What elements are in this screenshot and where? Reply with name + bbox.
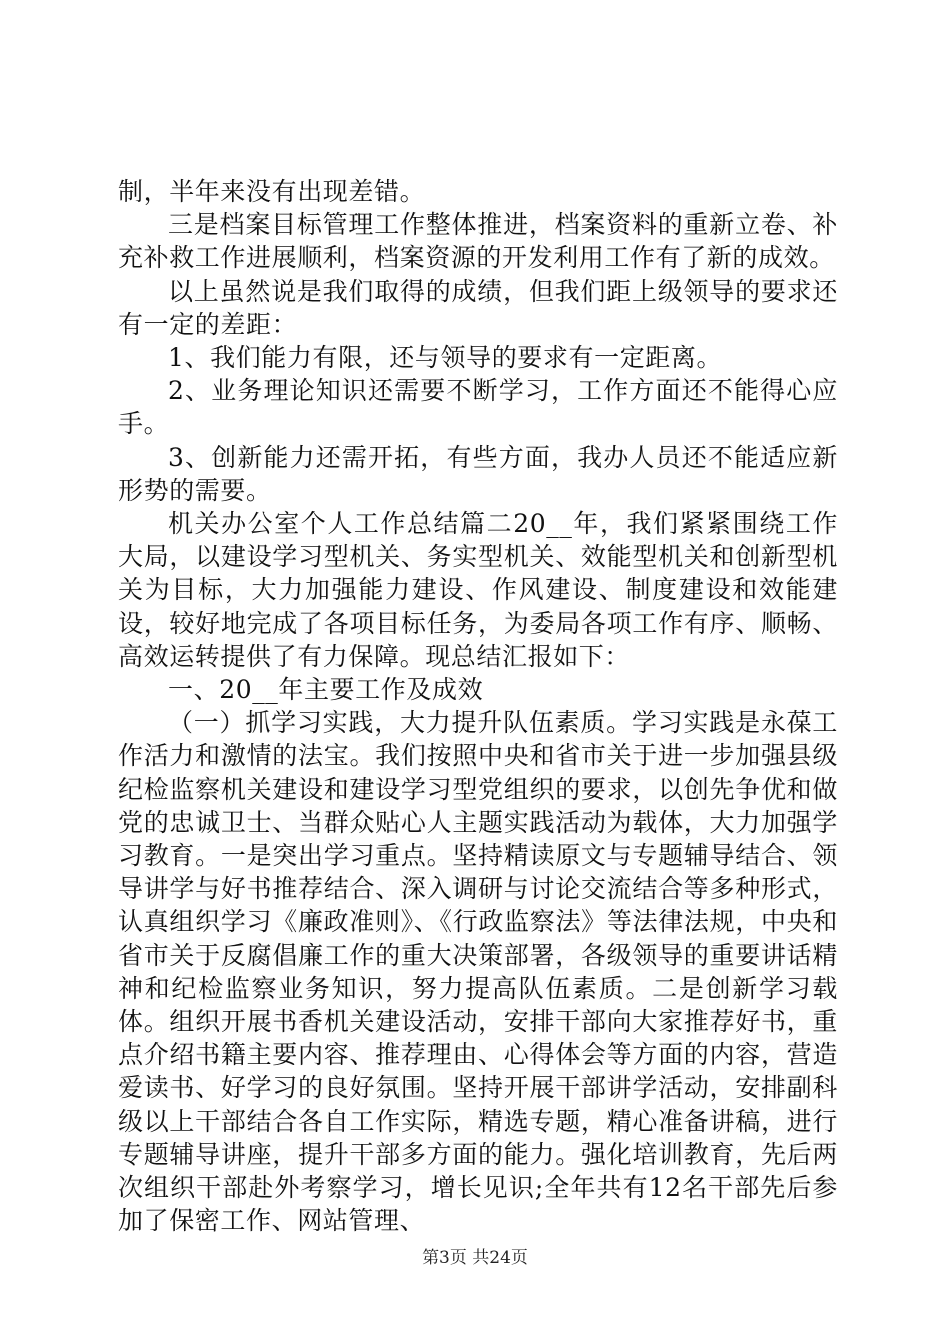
paragraph: 3、创新能力还需开拓，有些方面，我办人员还不能适应新形势的需要。 [118,442,838,505]
paragraph: 三是档案目标管理工作整体推进，档案资料的重新立卷、补充补救工作进展顺利，档案资源的开发利用工作有了新的成效。 [118,210,838,273]
document-body [118,175,838,1238]
paragraph: （一）抓学习实践，大力提升队伍素质。学习实践是永葆工作活力和激情的法宝。我们按照中央和省市关于进一步加强县级纪检监察机关建设和建设学习型党组织的要求，以创先争优和做党的忠诚卫士、当群众贴心人主题实践活动为载体，大力加强学习教育。一是突出学习重点。坚持精读原文与专题辅导结合、领导讲学与好书推荐结合、深入调研与讨论交流结合等多种形式，认真组织学习《廉政准则》、《行政监察法》等法律法规，中央和省市关于反腐倡廉工作的重大决策部署，各级领导的重要讲话精神和纪检监察业务知识，努力提高队伍素质。二是创新学习载体。组织开展书香机关建设活动，安排干部向大家推荐好书，重点介绍书籍主要内容、推荐理由、心得体会等方面的内容，营造爱读书、好学习的良好氛围。坚持开展干部讲学活动，安排副科级以上干部结合各自工作实际，精选专题，精心准备讲稿，进行专题辅导讲座，提升干部多方面的能力。强化培训教育，先后两次组织干部赴外考察学习，增长见识;全年共有12名干部先后参加了保密工作、网站管理、 [118,708,838,1236]
paragraph: 制，半年来没有出现差错。 [118,177,426,206]
paragraph: 2、业务理论知识还需要不断学习，工作方面还不能得心应手。 [118,376,838,439]
section-heading: 一、20__年主要工作及成效 [168,675,484,705]
page-footer: 第3页 共24页 [422,1248,528,1268]
paragraph: 机关办公室个人工作总结篇二20__年，我们紧紧围绕工作大局，以建设学习型机关、务实型机关、效能型机关和创新型机关为目标，大力加强能力建设、作风建设、制度建设和效能建设，较好地完成了各项目标任务，为委局各项工作有序、顺畅、高效运转提供了有力保障。现总结汇报如下： [118,509,838,671]
paragraph: 1、我们能力有限，还与领导的要求有一定距离。 [168,343,723,373]
paragraph: 以上虽然说是我们取得的成绩，但我们距上级领导的要求还有一定的差距： [118,276,838,339]
